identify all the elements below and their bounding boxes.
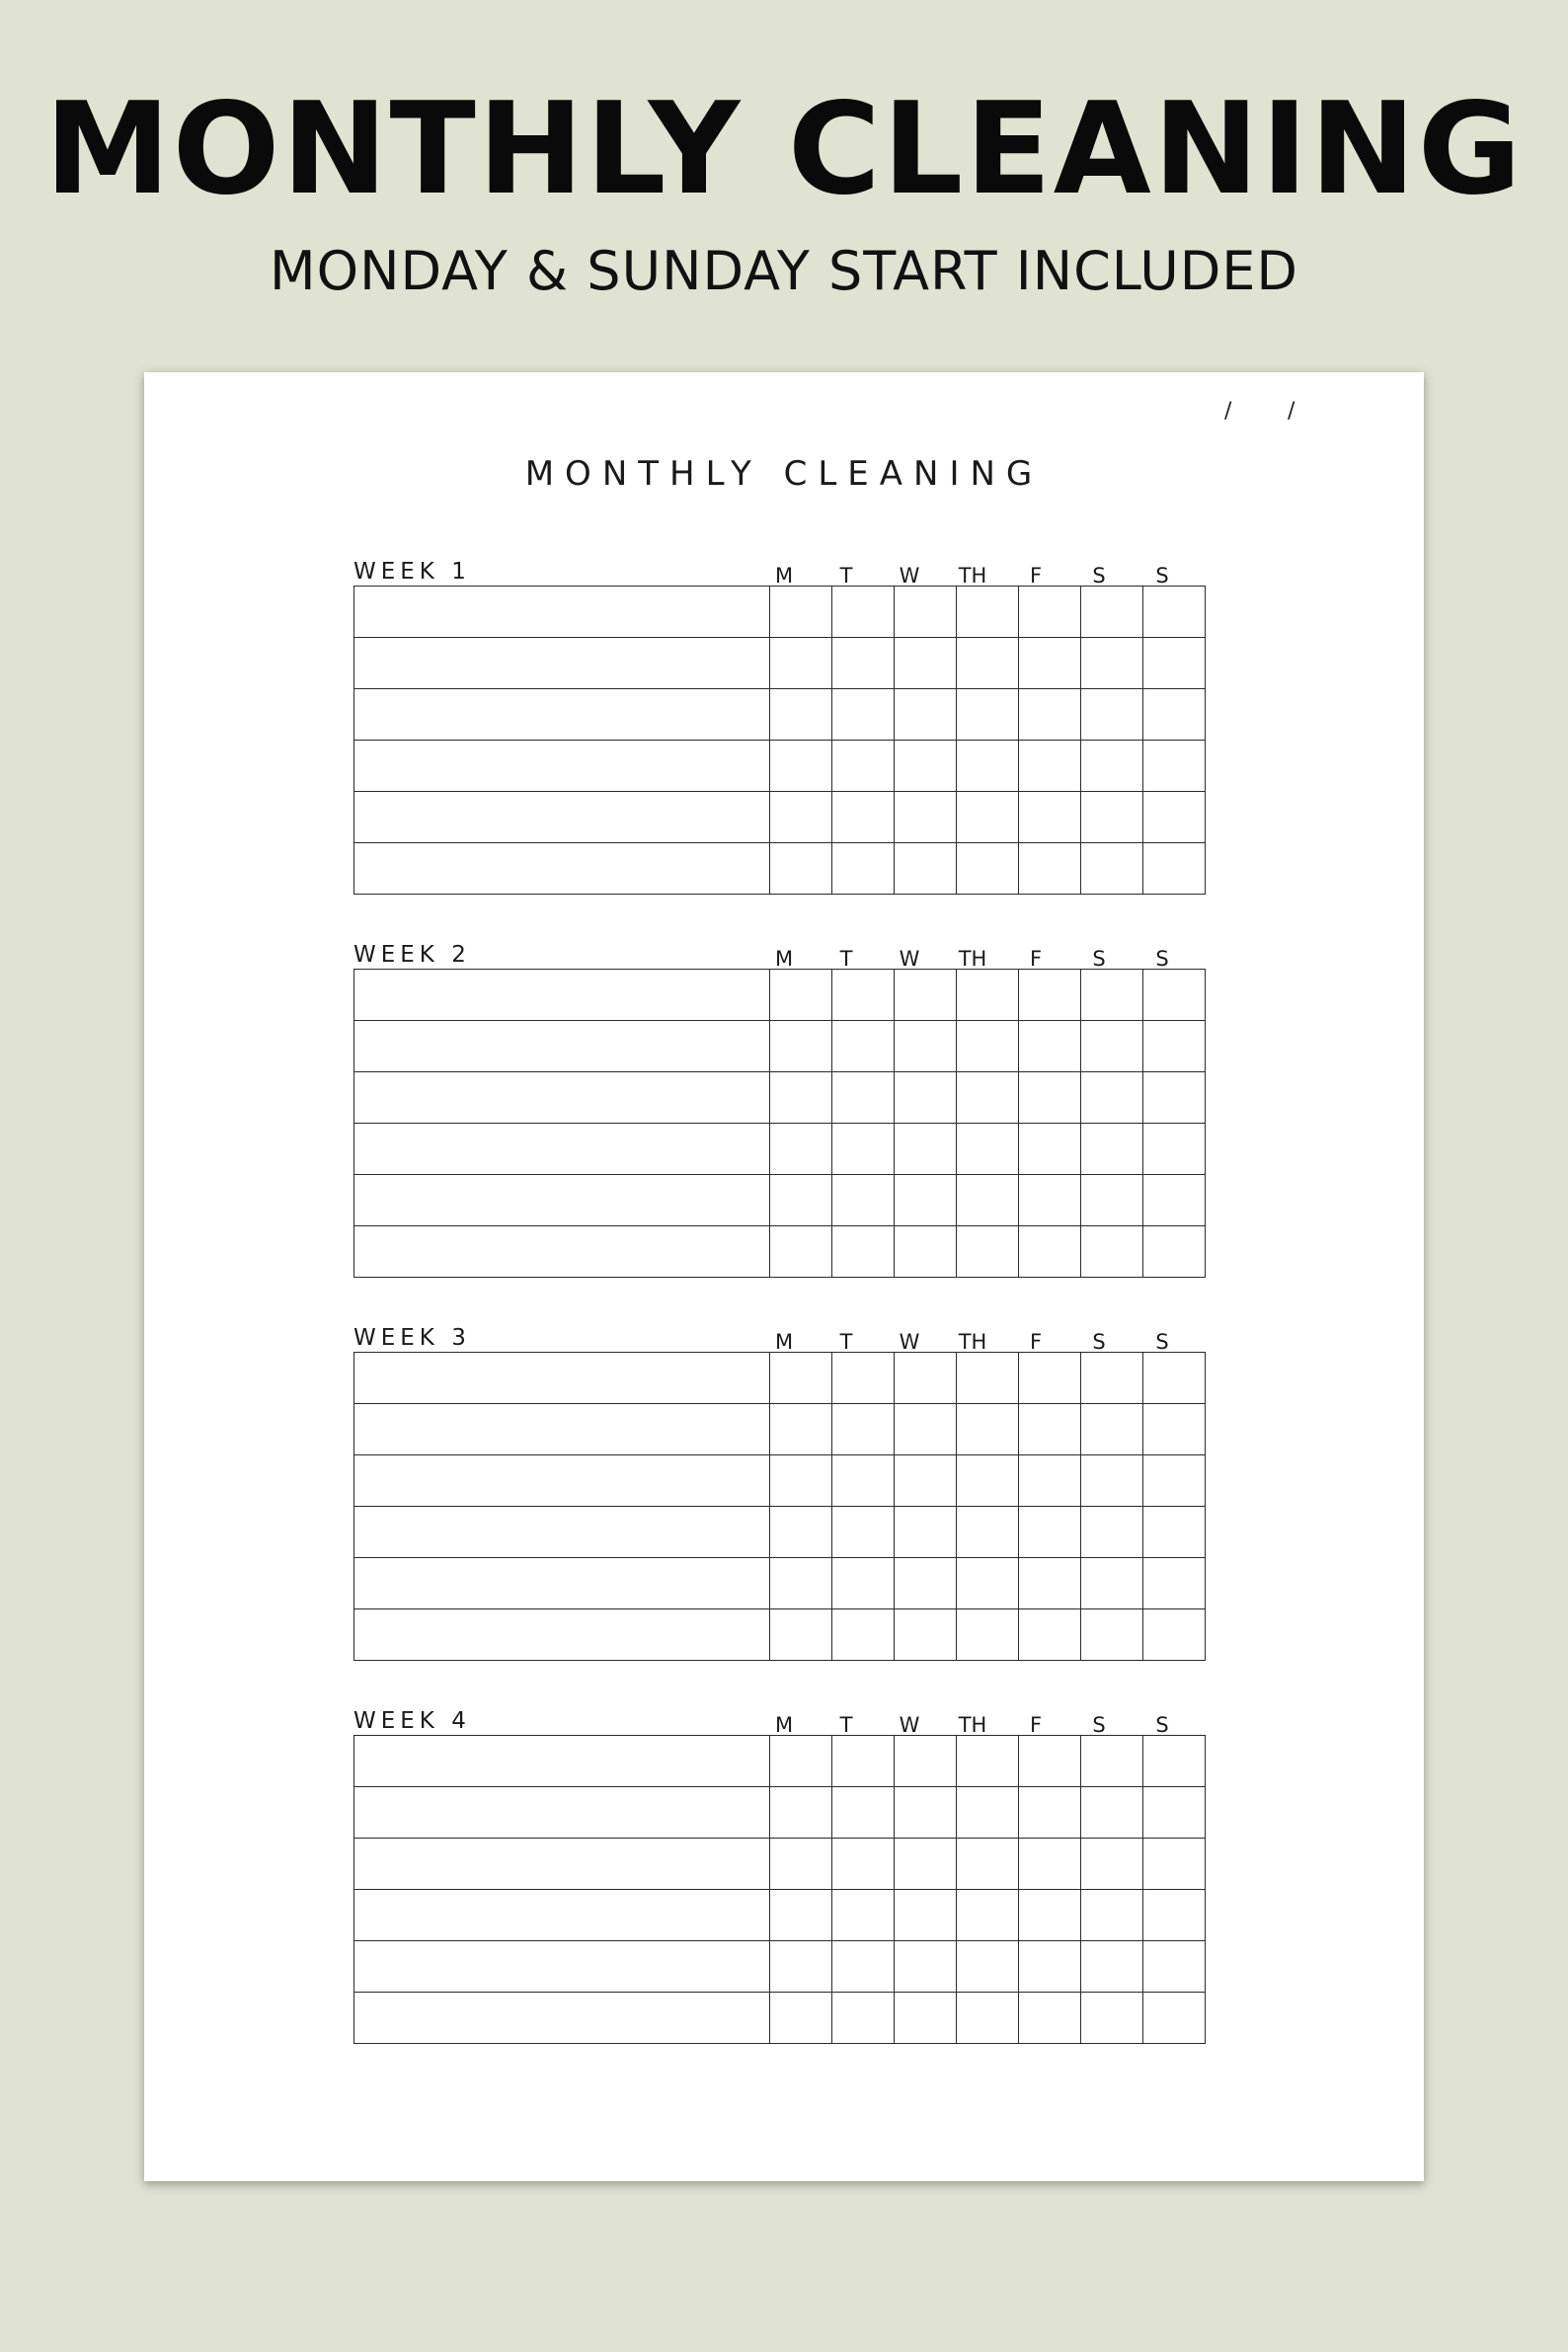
day-checkbox-cell[interactable] [1081,1455,1143,1507]
day-checkbox-cell[interactable] [1081,1507,1143,1558]
day-checkbox-cell[interactable] [832,792,895,843]
day-checkbox-cell[interactable] [1081,1941,1143,1993]
day-checkbox-cell[interactable] [895,1890,957,1941]
day-checkbox-cell[interactable] [957,1736,1019,1787]
day-header: TH [958,564,987,588]
task-cell[interactable] [354,1736,770,1787]
day-checkbox-cell[interactable] [1019,741,1081,792]
day-checkbox-cell[interactable] [957,1941,1019,1993]
day-checkbox-cell[interactable] [832,1404,895,1455]
table-row [354,1175,1206,1226]
day-checkbox-cell[interactable] [957,587,1019,638]
day-checkbox-cell[interactable] [770,970,832,1021]
day-checkbox-cell[interactable] [1143,1787,1206,1839]
week-grid [353,1735,1206,2044]
day-checkbox-cell[interactable] [770,1507,832,1558]
task-cell[interactable] [354,1787,770,1839]
task-cell[interactable] [354,1124,770,1175]
table-row [354,587,1206,638]
day-checkbox-cell[interactable] [770,638,832,689]
day-checkbox-cell[interactable] [957,1558,1019,1609]
day-checkbox-cell[interactable] [1081,1226,1143,1278]
day-checkbox-cell[interactable] [895,843,957,895]
day-checkbox-cell[interactable] [832,1558,895,1609]
day-checkbox-cell[interactable] [895,1404,957,1455]
day-checkbox-cell[interactable] [957,792,1019,843]
week-grid [353,586,1206,895]
day-checkbox-cell[interactable] [1019,1175,1081,1226]
day-checkbox-cell[interactable] [957,638,1019,689]
day-header: M [774,564,794,588]
day-checkbox-cell[interactable] [1019,792,1081,843]
table-row [354,843,1206,895]
day-checkbox-cell[interactable] [770,1404,832,1455]
day-checkbox-cell[interactable] [1143,1507,1206,1558]
day-checkbox-cell[interactable] [1019,689,1081,741]
day-checkbox-cell[interactable] [1081,1993,1143,2044]
table-row [354,689,1206,741]
day-checkbox-cell[interactable] [1143,1993,1206,2044]
day-checkbox-cell[interactable] [770,1124,832,1175]
day-checkbox-cell[interactable] [1143,1021,1206,1072]
table-row [354,1455,1206,1507]
task-cell[interactable] [354,843,770,895]
day-checkbox-cell[interactable] [957,1507,1019,1558]
day-checkbox-cell[interactable] [1143,1226,1206,1278]
table-row [354,1072,1206,1124]
day-checkbox-cell[interactable] [770,1072,832,1124]
day-header: W [899,564,920,588]
day-checkbox-cell[interactable] [1081,792,1143,843]
day-checkbox-cell[interactable] [1019,587,1081,638]
table-row [354,741,1206,792]
day-checkbox-cell[interactable] [1143,587,1206,638]
task-cell[interactable] [354,587,770,638]
day-checkbox-cell[interactable] [957,1021,1019,1072]
day-checkbox-cell[interactable] [895,1558,957,1609]
table-row [354,1124,1206,1175]
day-checkbox-cell[interactable] [770,1609,832,1661]
week-block-3 [353,1327,1215,1683]
day-checkbox-cell[interactable] [1143,741,1206,792]
day-checkbox-cell[interactable] [832,1941,895,1993]
task-cell[interactable] [354,1455,770,1507]
table-row [354,638,1206,689]
task-cell[interactable] [354,1941,770,1993]
task-cell[interactable] [354,1609,770,1661]
day-header: T [839,1330,853,1354]
day-checkbox-cell[interactable] [1019,1736,1081,1787]
day-checkbox-cell[interactable] [1019,1353,1081,1404]
day-checkbox-cell[interactable] [895,1175,957,1226]
day-header: F [1029,1713,1043,1737]
day-header: F [1029,564,1043,588]
day-checkbox-cell[interactable] [1019,1124,1081,1175]
day-checkbox-cell[interactable] [957,1455,1019,1507]
table-row [354,1021,1206,1072]
day-checkbox-cell[interactable] [832,1507,895,1558]
task-cell[interactable] [354,1226,770,1278]
day-checkbox-cell[interactable] [770,1890,832,1941]
day-header: S [1155,947,1169,971]
table-row [354,1507,1206,1558]
day-checkbox-cell[interactable] [895,1941,957,1993]
day-checkbox-cell[interactable] [1019,970,1081,1021]
table-row [354,1736,1206,1787]
day-checkbox-cell[interactable] [1081,1072,1143,1124]
day-checkbox-cell[interactable] [957,1353,1019,1404]
day-checkbox-cell[interactable] [895,587,957,638]
day-header: F [1029,1330,1043,1354]
day-checkbox-cell[interactable] [1143,1736,1206,1787]
day-header: W [899,947,920,971]
day-checkbox-cell[interactable] [770,1353,832,1404]
task-cell[interactable] [354,1175,770,1226]
day-checkbox-cell[interactable] [1143,970,1206,1021]
day-checkbox-cell[interactable] [1081,741,1143,792]
task-cell[interactable] [354,792,770,843]
day-checkbox-cell[interactable] [895,638,957,689]
day-checkbox-cell[interactable] [770,1558,832,1609]
day-checkbox-cell[interactable] [957,843,1019,895]
day-checkbox-cell[interactable] [1081,1353,1143,1404]
day-checkbox-cell[interactable] [770,1839,832,1890]
table-row [354,1404,1206,1455]
day-checkbox-cell[interactable] [895,970,957,1021]
task-cell[interactable] [354,1404,770,1455]
table-row [354,1839,1206,1890]
day-checkbox-cell[interactable] [832,1993,895,2044]
day-checkbox-cell[interactable] [1019,1839,1081,1890]
table-row [354,1941,1206,1993]
table-row [354,1787,1206,1839]
day-checkbox-cell[interactable] [1019,1787,1081,1839]
table-row [354,1558,1206,1609]
date-field [1171,399,1349,432]
day-checkbox-cell[interactable] [957,1175,1019,1226]
day-checkbox-cell[interactable] [1019,1072,1081,1124]
day-checkbox-cell[interactable] [957,1124,1019,1175]
day-checkbox-cell[interactable] [1019,1404,1081,1455]
day-checkbox-cell[interactable] [957,1839,1019,1890]
day-checkbox-cell[interactable] [832,689,895,741]
day-checkbox-cell[interactable] [1143,792,1206,843]
poster-subtitle: MONDAY & SUNDAY START INCLUDED [270,240,1298,302]
day-checkbox-cell[interactable] [832,1021,895,1072]
day-checkbox-cell[interactable] [1081,587,1143,638]
day-checkbox-cell[interactable] [770,792,832,843]
day-header: TH [958,947,987,971]
day-checkbox-cell[interactable] [895,1072,957,1124]
task-cell[interactable] [354,1353,770,1404]
day-checkbox-cell[interactable] [957,1787,1019,1839]
day-checkbox-cell[interactable] [895,1839,957,1890]
day-checkbox-cell[interactable] [1081,1558,1143,1609]
day-checkbox-cell[interactable] [832,1890,895,1941]
day-checkbox-cell[interactable] [1143,689,1206,741]
day-header: S [1092,1713,1106,1737]
day-checkbox-cell[interactable] [957,1404,1019,1455]
day-checkbox-cell[interactable] [957,970,1019,1021]
task-cell[interactable] [354,689,770,741]
day-checkbox-cell[interactable] [832,741,895,792]
day-checkbox-cell[interactable] [1081,1124,1143,1175]
day-checkbox-cell[interactable] [1081,843,1143,895]
date-separator: / [1224,399,1232,424]
day-checkbox-cell[interactable] [1143,843,1206,895]
day-checkbox-cell[interactable] [770,741,832,792]
day-checkbox-cell[interactable] [895,1507,957,1558]
day-header: S [1092,1330,1106,1354]
task-cell[interactable] [354,1507,770,1558]
day-checkbox-cell[interactable] [1143,1124,1206,1175]
table-row [354,1890,1206,1941]
task-cell[interactable] [354,1993,770,2044]
day-checkbox-cell[interactable] [832,1455,895,1507]
week-label: WEEK 1 [353,559,471,585]
day-checkbox-cell[interactable] [895,689,957,741]
table-row [354,792,1206,843]
day-header: S [1155,1330,1169,1354]
day-checkbox-cell[interactable] [1081,1839,1143,1890]
day-checkbox-cell[interactable] [1143,638,1206,689]
date-separator: / [1288,399,1295,424]
day-checkbox-cell[interactable] [832,1736,895,1787]
day-header: W [899,1713,920,1737]
day-checkbox-cell[interactable] [1143,1072,1206,1124]
day-checkbox-cell[interactable] [1143,1558,1206,1609]
day-header: M [774,947,794,971]
day-checkbox-cell[interactable] [1143,1353,1206,1404]
day-header: M [774,1713,794,1737]
table-row [354,970,1206,1021]
day-checkbox-cell[interactable] [895,1353,957,1404]
planner-sheet [144,372,1424,2181]
week-block-1 [353,561,1215,916]
day-header: S [1155,1713,1169,1737]
day-checkbox-cell[interactable] [1081,1736,1143,1787]
day-checkbox-cell[interactable] [1019,1226,1081,1278]
day-checkbox-cell[interactable] [770,1226,832,1278]
day-checkbox-cell[interactable] [832,1609,895,1661]
task-cell[interactable] [354,638,770,689]
day-checkbox-cell[interactable] [770,1993,832,2044]
day-checkbox-cell[interactable] [895,1787,957,1839]
task-cell[interactable] [354,1839,770,1890]
day-checkbox-cell[interactable] [895,1021,957,1072]
day-header: T [839,564,853,588]
day-checkbox-cell[interactable] [770,843,832,895]
day-checkbox-cell[interactable] [895,1993,957,2044]
day-header: W [899,1330,920,1354]
day-checkbox-cell[interactable] [1019,1993,1081,2044]
day-checkbox-cell[interactable] [895,1124,957,1175]
day-checkbox-cell[interactable] [1081,689,1143,741]
day-checkbox-cell[interactable] [1143,1609,1206,1661]
day-checkbox-cell[interactable] [895,792,957,843]
day-checkbox-cell[interactable] [1143,1404,1206,1455]
day-checkbox-cell[interactable] [770,1736,832,1787]
day-checkbox-cell[interactable] [770,689,832,741]
day-checkbox-cell[interactable] [1019,638,1081,689]
day-checkbox-cell[interactable] [1019,1941,1081,1993]
day-checkbox-cell[interactable] [957,1993,1019,2044]
day-checkbox-cell[interactable] [832,1353,895,1404]
poster-title: MONTHLY CLEANING [44,76,1524,223]
day-header: T [839,947,853,971]
day-checkbox-cell[interactable] [770,587,832,638]
day-checkbox-cell[interactable] [1019,1021,1081,1072]
day-checkbox-cell[interactable] [1143,1455,1206,1507]
day-checkbox-cell[interactable] [832,843,895,895]
day-checkbox-cell[interactable] [770,1175,832,1226]
task-cell[interactable] [354,1558,770,1609]
day-checkbox-cell[interactable] [1081,1404,1143,1455]
day-checkbox-cell[interactable] [1143,1890,1206,1941]
day-checkbox-cell[interactable] [957,689,1019,741]
day-header: TH [958,1330,987,1354]
task-cell[interactable] [354,741,770,792]
day-checkbox-cell[interactable] [1143,1941,1206,1993]
week-block-4 [353,1710,1215,2066]
day-checkbox-cell[interactable] [1081,1787,1143,1839]
day-checkbox-cell[interactable] [1019,1558,1081,1609]
day-checkbox-cell[interactable] [957,741,1019,792]
day-checkbox-cell[interactable] [957,1072,1019,1124]
table-row [354,1609,1206,1661]
day-checkbox-cell[interactable] [770,1787,832,1839]
day-checkbox-cell[interactable] [832,638,895,689]
day-checkbox-cell[interactable] [957,1609,1019,1661]
day-checkbox-cell[interactable] [1081,970,1143,1021]
day-checkbox-cell[interactable] [895,741,957,792]
day-checkbox-cell[interactable] [832,1226,895,1278]
week-label: WEEK 4 [353,1708,471,1734]
day-checkbox-cell[interactable] [832,1839,895,1890]
day-checkbox-cell[interactable] [832,1175,895,1226]
day-checkbox-cell[interactable] [770,1941,832,1993]
week-block-2 [353,944,1215,1299]
task-cell[interactable] [354,1021,770,1072]
table-row [354,1993,1206,2044]
day-checkbox-cell[interactable] [1019,1890,1081,1941]
day-checkbox-cell[interactable] [770,1455,832,1507]
sheet-title: MONTHLY CLEANING [524,454,1044,494]
day-header: S [1155,564,1169,588]
day-checkbox-cell[interactable] [895,1226,957,1278]
week-grid [353,1352,1206,1661]
day-checkbox-cell[interactable] [770,1021,832,1072]
table-row [354,1226,1206,1278]
task-cell[interactable] [354,1072,770,1124]
day-header: S [1092,947,1106,971]
week-grid [353,969,1206,1278]
day-header: F [1029,947,1043,971]
day-checkbox-cell[interactable] [1081,638,1143,689]
day-header: TH [958,1713,987,1737]
day-checkbox-cell[interactable] [1019,1455,1081,1507]
day-checkbox-cell[interactable] [832,1124,895,1175]
day-header: T [839,1713,853,1737]
day-checkbox-cell[interactable] [1081,1609,1143,1661]
day-checkbox-cell[interactable] [1143,1175,1206,1226]
week-label: WEEK 2 [353,942,471,968]
day-checkbox-cell[interactable] [1081,1021,1143,1072]
task-cell[interactable] [354,970,770,1021]
day-checkbox-cell[interactable] [1019,1609,1081,1661]
day-checkbox-cell[interactable] [895,1609,957,1661]
day-checkbox-cell[interactable] [1081,1175,1143,1226]
day-checkbox-cell[interactable] [1019,843,1081,895]
day-header: S [1092,564,1106,588]
day-checkbox-cell[interactable] [832,1072,895,1124]
day-checkbox-cell[interactable] [832,1787,895,1839]
day-checkbox-cell[interactable] [1143,1839,1206,1890]
day-header: M [774,1330,794,1354]
day-checkbox-cell[interactable] [832,587,895,638]
day-checkbox-cell[interactable] [1081,1890,1143,1941]
day-checkbox-cell[interactable] [895,1455,957,1507]
table-row [354,1353,1206,1404]
day-checkbox-cell[interactable] [895,1736,957,1787]
day-checkbox-cell[interactable] [1019,1507,1081,1558]
day-checkbox-cell[interactable] [832,970,895,1021]
week-label: WEEK 3 [353,1325,471,1351]
day-checkbox-cell[interactable] [957,1226,1019,1278]
task-cell[interactable] [354,1890,770,1941]
day-checkbox-cell[interactable] [957,1890,1019,1941]
